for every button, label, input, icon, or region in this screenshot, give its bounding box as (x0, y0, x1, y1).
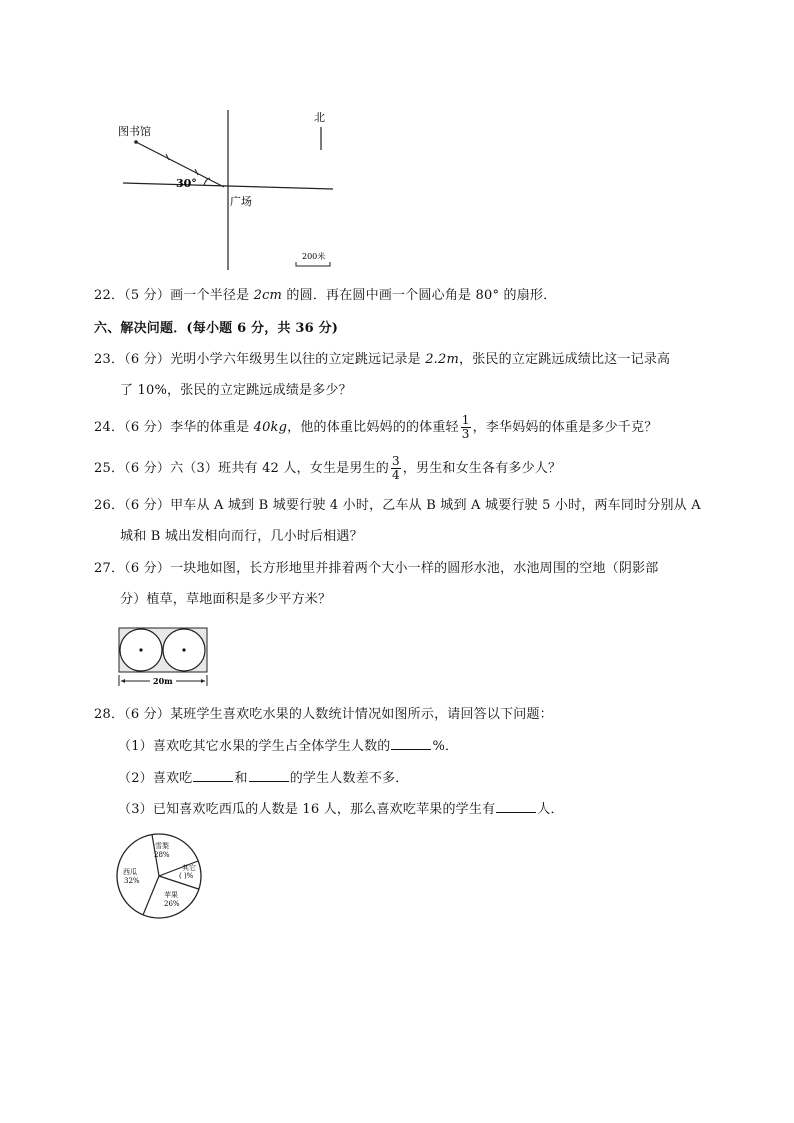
question-score: （6 分） (124, 707, 171, 722)
question-number: 26． (94, 498, 125, 513)
question-text: ，李华妈妈的体重是多少千克？ (472, 420, 658, 435)
question-text: 光明小学六年级男生以往的立定跳远记录是 (170, 352, 426, 367)
question-number: 24． (94, 420, 125, 435)
question-text: 甲车从 A 城到 B 城要行驶 4 小时，乙车从 B 城到 A 城要行驶 5 小时，两车同时分别从 A (170, 498, 701, 513)
circle-center-dot (139, 648, 142, 651)
question-text: （3）已知喜欢吃西瓜的人数是 16 人，那么喜欢吃苹果的学生有 (118, 802, 496, 817)
question-25 (94, 455, 561, 482)
question-28 (94, 706, 553, 724)
question-23-line-2: 了 10%，张民的立定跳远成绩是多少？ (120, 383, 352, 398)
question-text: （1）喜欢吃其它水果的学生占全体学生人数的 (118, 739, 391, 754)
section-heading: 六、解决问题．(每小题 6 分，共 36 分) (94, 321, 339, 336)
map-figure (118, 105, 343, 273)
radius-value: 2cm (253, 288, 283, 303)
question-score: （6 分） (124, 420, 171, 435)
answer-blank[interactable] (249, 769, 289, 782)
question-text: 和 (234, 771, 248, 786)
question-score: （6 分） (124, 352, 171, 367)
angle-label: 30° (176, 177, 197, 190)
sub-question-3 (118, 800, 564, 819)
pie-label-other: 其它 (182, 864, 196, 872)
pie-label-pear: 雪梨 (155, 842, 169, 850)
pie-label-apple: 苹果 (164, 891, 178, 899)
question-text: （2）喜欢吃 (118, 771, 193, 786)
pie-label-melon: 西瓜 (123, 868, 137, 876)
pie-value-pear: 28% (154, 851, 170, 859)
fraction-numerator: 1 (461, 413, 470, 427)
scale-label: 200米 (302, 252, 326, 261)
library-point (134, 140, 138, 144)
fraction (391, 455, 401, 482)
question-text: 某班学生喜欢吃水果的人数统计情况如图所示，请回答以下问题： (170, 707, 553, 722)
question-text: 画一个半径是 (170, 288, 254, 303)
question-number: 23． (94, 352, 125, 367)
sub-question-2 (118, 769, 409, 788)
question-24 (94, 414, 657, 441)
pond-figure (114, 626, 210, 688)
fraction (461, 414, 471, 441)
question-score: （6 分） (124, 461, 171, 476)
question-26 (94, 497, 701, 515)
scale-bar (296, 262, 330, 266)
width-label: 20m (153, 676, 173, 686)
pie-value-apple: 26% (164, 900, 180, 908)
question-number: 25． (94, 461, 125, 476)
north-label: 北 (314, 111, 325, 124)
question-text: ，他的体重比妈妈的的体重轻 (287, 420, 459, 435)
question-text: %． (432, 739, 459, 754)
question-score: （5 分） (124, 288, 171, 303)
question-text: 六（3）班共有 42 人，女生是男生的 (170, 461, 389, 476)
question-23 (94, 351, 670, 369)
question-number: 28． (94, 707, 125, 722)
question-score: （6 分） (124, 498, 171, 513)
question-27-line-2: 分）植草，草地面积是多少平方米？ (120, 592, 332, 607)
answer-blank[interactable] (193, 769, 233, 782)
question-27 (94, 560, 658, 578)
arrow-right-icon (201, 679, 205, 683)
arrow-left-icon (121, 679, 125, 683)
question-number: 22． (94, 288, 125, 303)
weight-value: 40kg (253, 420, 288, 435)
pie-value-other: ( )% (179, 872, 194, 880)
question-number: 27． (94, 561, 125, 576)
question-score: （6 分） (124, 561, 171, 576)
answer-blank[interactable] (496, 800, 536, 813)
record-value: 2.2m (425, 352, 460, 367)
fraction-denominator: 3 (461, 427, 470, 441)
question-text: ，男生和女生各有多少人？ (402, 461, 562, 476)
library-label: 图书馆 (118, 125, 151, 138)
question-text: 人． (537, 802, 564, 817)
pie-value-melon: 32% (124, 877, 140, 885)
question-text: 的圆．再在圆中画一个圆心角是 80° 的扇形． (282, 288, 557, 303)
fraction-denominator: 4 (391, 468, 400, 482)
question-text: 李华的体重是 (170, 420, 254, 435)
question-text: ，张民的立定跳远成绩比这一记录高 (459, 352, 671, 367)
answer-blank[interactable] (391, 737, 431, 750)
fraction-numerator: 3 (391, 454, 400, 468)
sub-question-1 (118, 737, 458, 756)
circle-center-dot (182, 648, 185, 651)
question-text: 一块地如图，长方形地里并排着两个大小一样的圆形水池，水池周围的空地（阴影部 (170, 561, 659, 576)
question-22 (94, 287, 556, 305)
question-text: 的学生人数差不多． (289, 771, 409, 786)
question-26-line-2: 城和 B 城出发相向而行，几小时后相遇？ (120, 529, 363, 544)
fruit-pie-figure (112, 832, 208, 920)
square-label: 广场 (230, 195, 252, 208)
